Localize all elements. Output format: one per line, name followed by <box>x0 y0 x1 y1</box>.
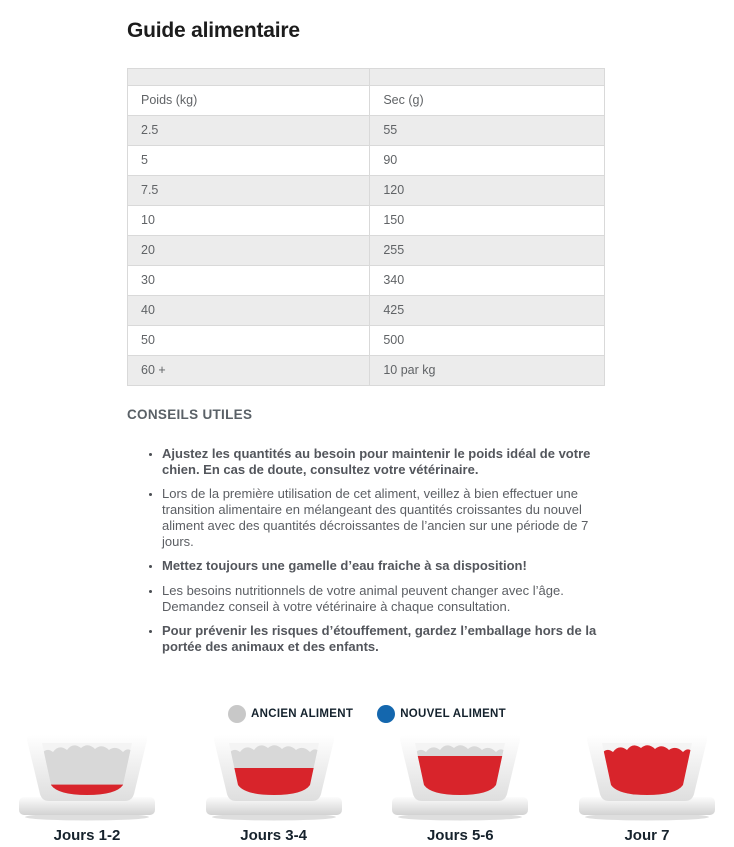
tips-heading: CONSEILS UTILES <box>127 407 253 422</box>
bowl-stage-label: Jour 7 <box>624 826 670 844</box>
legend-item <box>228 705 353 723</box>
cell-dry-grams: 90 <box>370 146 605 176</box>
header-strip-cell <box>370 69 605 86</box>
cell-dry-grams: 425 <box>370 296 605 326</box>
table-row <box>128 176 605 206</box>
table-row <box>128 326 605 356</box>
cell-dry-grams: 255 <box>370 236 605 266</box>
bowl-stage <box>385 733 535 844</box>
cell-dry-grams: 120 <box>370 176 605 206</box>
cell-dry-grams: 150 <box>370 206 605 236</box>
table-row <box>128 296 605 326</box>
cell-weight: 7.5 <box>128 176 370 206</box>
table-row <box>128 116 605 146</box>
cell-weight: 5 <box>128 146 370 176</box>
new-food-dot-icon <box>377 705 395 723</box>
legend-item <box>377 705 506 723</box>
column-header-weight: Poids (kg) <box>128 86 370 116</box>
tip-item: • Lors de la première utilisation de cet aliment, veillez à bien effectuer une transition alimentaire en mélangeant des quantités croissantes du nouvel aliment avec des quantités décroissantes de l’ancien sur une période de 7 jours. <box>162 486 605 549</box>
header-strip-cell <box>128 69 370 86</box>
cell-dry-grams: 340 <box>370 266 605 296</box>
table-row <box>128 146 605 176</box>
tip-item: • Les besoins nutritionnels de votre animal peuvent changer avec l’âge. Demandez conseil à votre vétérinaire à chaque consultation. <box>162 583 605 614</box>
old-food-dot-icon <box>228 705 246 723</box>
cell-weight: 10 <box>128 206 370 236</box>
table-row <box>128 266 605 296</box>
transition-bowls <box>0 733 734 844</box>
bowl-stage-label: Jours 3-4 <box>240 826 307 844</box>
bowl-stage <box>12 733 162 844</box>
cell-dry-grams: 10 par kg <box>370 356 605 386</box>
bowl-stage-label: Jours 5-6 <box>426 826 494 844</box>
page-title: Guide alimentaire <box>127 19 300 42</box>
table-header-row <box>128 86 605 116</box>
cell-weight: 30 <box>128 266 370 296</box>
tips-list <box>127 446 605 655</box>
table-row <box>128 236 605 266</box>
cell-weight: 40 <box>128 296 370 326</box>
bowl-stage <box>199 733 349 844</box>
legend-label: NOUVEL ALIMENT <box>400 707 506 720</box>
cell-dry-grams: 500 <box>370 326 605 356</box>
dog-bowl-icon <box>385 733 535 821</box>
food-legend <box>0 705 734 723</box>
tip-item: • Ajustez les quantités au besoin pour maintenir le poids idéal de votre chien. En cas de doute, consultez votre vétérinaire. <box>162 446 605 477</box>
table-row <box>128 206 605 236</box>
tip-item: • Pour prévenir les risques d’étouffement, gardez l’emballage hors de la portée des animaux et des enfants. <box>162 623 605 654</box>
dog-bowl-icon <box>12 733 162 821</box>
cell-dry-grams: 55 <box>370 116 605 146</box>
cell-weight: 60 + <box>128 356 370 386</box>
dog-bowl-icon <box>572 733 722 821</box>
feeding-table <box>127 68 605 386</box>
table-header-strip <box>128 69 605 86</box>
cell-weight: 2.5 <box>128 116 370 146</box>
bowl-stage <box>572 733 722 844</box>
table-row <box>128 356 605 386</box>
dog-bowl-icon <box>199 733 349 821</box>
cell-weight: 50 <box>128 326 370 356</box>
legend-label: ANCIEN ALIMENT <box>251 707 354 720</box>
bowl-stage-label: Jours 1-2 <box>53 826 121 844</box>
tip-item: • Mettez toujours une gamelle d’eau fraiche à sa disposition! <box>162 558 605 574</box>
cell-weight: 20 <box>128 236 370 266</box>
column-header-dry: Sec (g) <box>370 86 605 116</box>
